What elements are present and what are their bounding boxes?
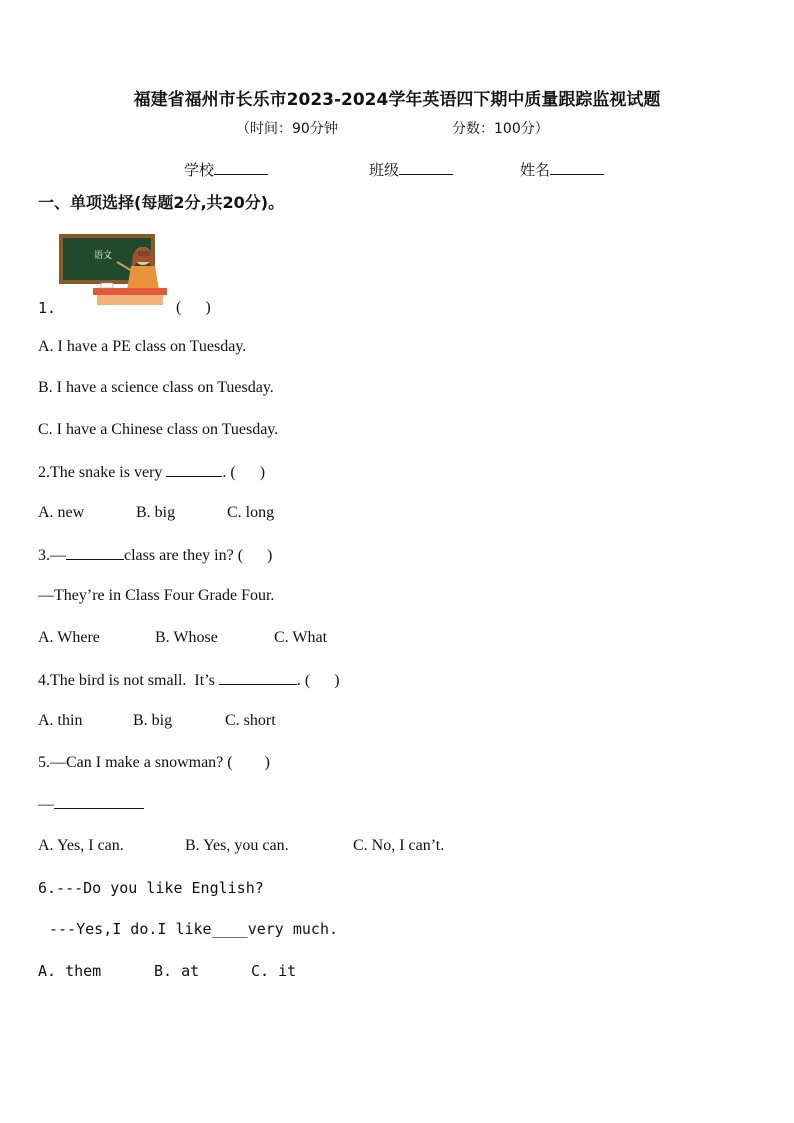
q4-option-b[interactable]: B. big xyxy=(133,712,173,729)
q2-option-c[interactable]: C. long xyxy=(227,504,275,521)
school-label: 学校 xyxy=(184,161,215,179)
name-label: 姓名 xyxy=(520,161,551,179)
q1-option-a[interactable]: A. I have a PE class on Tuesday. xyxy=(38,338,247,355)
exam-title: 福建省福州市长乐市2023-2024学年英语四下期中质量跟踪监视试题 xyxy=(133,90,661,110)
class-field xyxy=(369,159,453,180)
q6-option-a[interactable]: A. them xyxy=(38,962,102,980)
q2-option-a[interactable]: A. new xyxy=(38,504,85,521)
q5-blank[interactable] xyxy=(54,795,144,809)
q3-answer: —They’re in Class Four Grade Four. xyxy=(38,587,275,604)
q6-reply: ---Yes,I do.I like____very much. xyxy=(40,920,339,938)
teacher-body xyxy=(127,266,159,290)
q1-answer-paren[interactable]: ( ) xyxy=(176,299,211,316)
q1-option-c[interactable]: C. I have a Chinese class on Tuesday. xyxy=(38,421,279,438)
question-3: 3.— class are they in? ( ) xyxy=(38,547,273,564)
q3-blank[interactable] xyxy=(66,546,124,560)
question-2: 2.The snake is very . ( ) xyxy=(38,464,266,481)
class-label: 班级 xyxy=(369,161,400,179)
books xyxy=(101,283,113,288)
board-text: 语文 xyxy=(94,251,113,261)
class-blank[interactable] xyxy=(399,160,453,175)
question-6: 6.---Do you like English? xyxy=(38,879,264,897)
school-field xyxy=(184,159,268,180)
q2-blank[interactable] xyxy=(166,463,222,477)
question-4: 4.The bird is not small. It’s . ( ) xyxy=(38,672,340,689)
desk-top xyxy=(93,288,167,295)
exam-time: （时间：90分钟 xyxy=(236,121,338,137)
q3-option-b[interactable]: B. Whose xyxy=(155,629,218,646)
question-1: 1. xyxy=(38,299,57,317)
question-5: 5.—Can I make a snowman? ( ) xyxy=(38,754,270,771)
q3-option-a[interactable]: A. Where xyxy=(38,629,100,646)
q6-blank[interactable]: ____ xyxy=(211,920,248,938)
name-blank[interactable] xyxy=(550,160,604,175)
section-heading: 一、单项选择(每题2分,共20分)。 xyxy=(38,193,285,212)
exam-score: 分数：100分） xyxy=(452,121,549,137)
q1-option-b[interactable]: B. I have a science class on Tuesday. xyxy=(38,379,274,396)
q5-option-c[interactable]: C. No, I can’t. xyxy=(353,837,445,854)
q5-option-a[interactable]: A. Yes, I can. xyxy=(38,837,124,854)
desk-front xyxy=(97,295,163,305)
q6-option-c[interactable]: C. it xyxy=(251,962,297,980)
school-blank[interactable] xyxy=(214,160,268,175)
q5-reply: — xyxy=(38,795,144,814)
teacher-blackboard-image xyxy=(57,232,173,308)
q4-option-a[interactable]: A. thin xyxy=(38,712,83,729)
q4-blank[interactable] xyxy=(219,671,297,685)
q6-option-b[interactable]: B. at xyxy=(154,962,200,980)
q5-option-b[interactable]: B. Yes, you can. xyxy=(185,837,289,854)
name-field xyxy=(520,159,604,180)
q3-option-c[interactable]: C. What xyxy=(274,629,328,646)
q4-option-c[interactable]: C. short xyxy=(225,712,276,729)
q2-option-b[interactable]: B. big xyxy=(136,504,176,521)
